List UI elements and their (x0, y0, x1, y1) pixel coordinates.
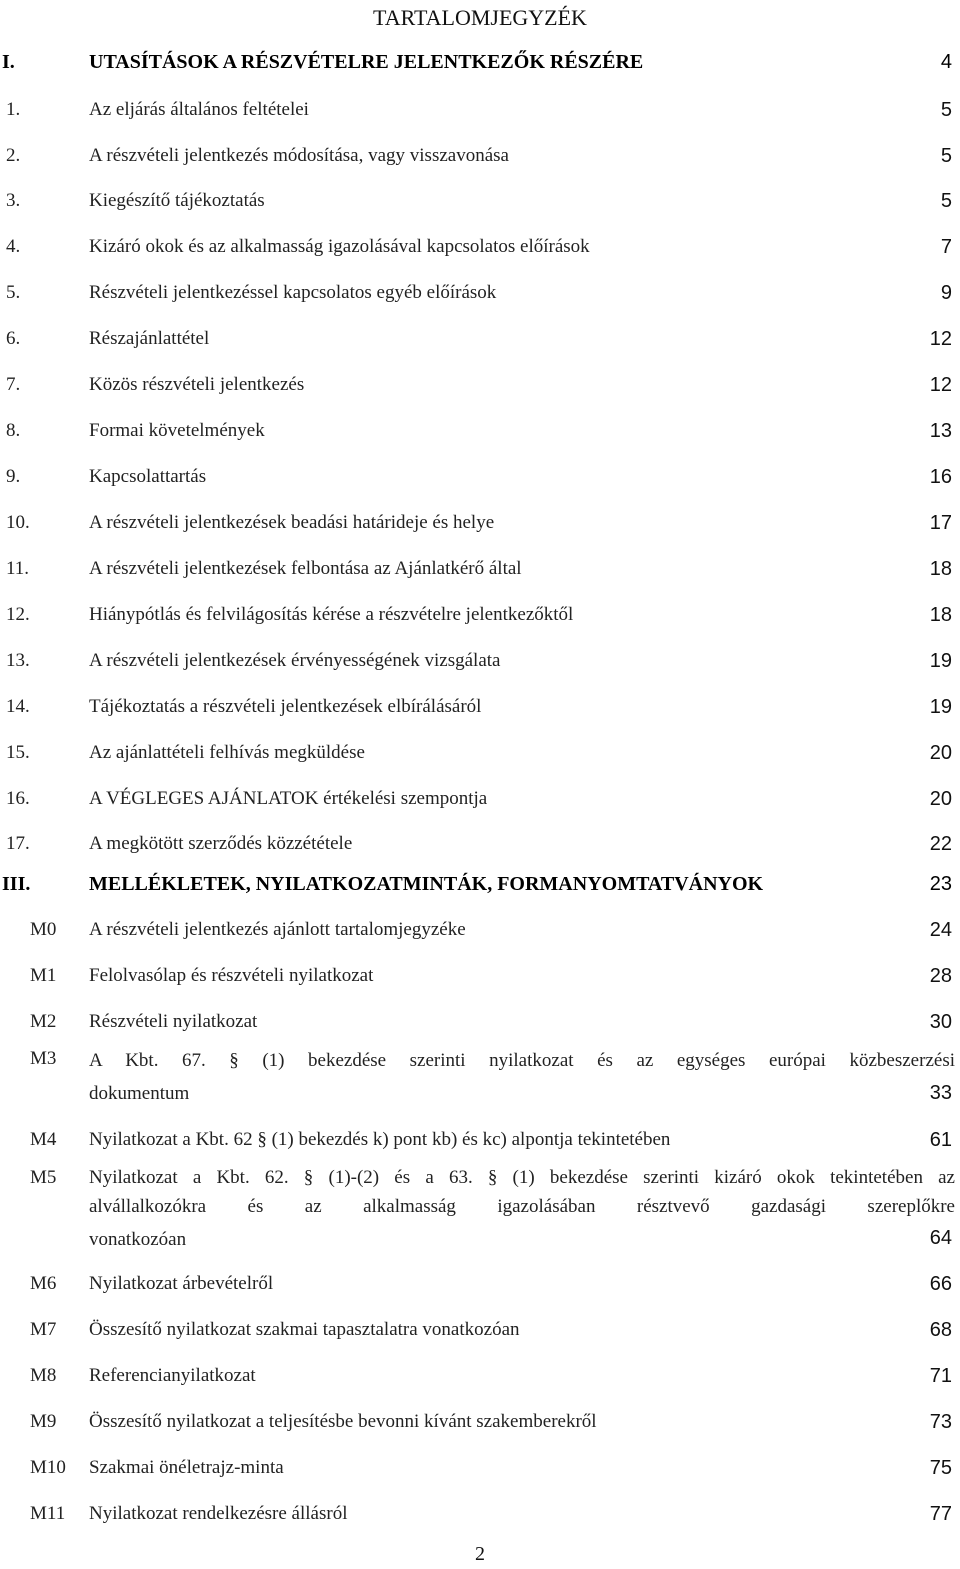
annex-title-line: vonatkozóan (89, 1229, 187, 1250)
page-number: 75 (929, 1457, 952, 1479)
entry-number: 2. (6, 145, 21, 166)
entry-title: Részajánlattétel (89, 328, 210, 349)
entry-number: 15. (6, 742, 30, 763)
chapter-number: III. (2, 873, 31, 895)
page-number: 33 (929, 1082, 952, 1104)
toc-entry (0, 462, 960, 492)
entry-title: Hiánypótlás és felvilágosítás kérése a részvételre jelentkezőktől (89, 604, 574, 625)
annex-title: Nyilatkozat rendelkezésre állásról (89, 1503, 348, 1524)
page-number: 18 (929, 558, 952, 580)
page-number: 66 (929, 1273, 952, 1295)
toc-annex-entry (0, 1163, 960, 1255)
entry-title: Közös részvételi jelentkezés (89, 374, 305, 395)
annex-number: M0 (30, 919, 57, 940)
entry-title: Az eljárás általános feltételei (89, 99, 309, 120)
entry-number: 17. (6, 833, 30, 854)
toc-entry (0, 738, 960, 768)
annex-title (89, 1163, 955, 1254)
page-number: 61 (929, 1129, 952, 1151)
toc-entry (0, 508, 960, 538)
entry-title: Kiegészítő tájékoztatás (89, 190, 265, 211)
footer-page-number: 2 (475, 1543, 485, 1565)
annex-number: M7 (30, 1319, 57, 1340)
chapter-title: UTASÍTÁSOK A RÉSZVÉTELRE JELENTKEZŐK RÉSZÉRE (89, 51, 644, 73)
entry-number: 6. (6, 328, 21, 349)
entry-number: 7. (6, 374, 21, 395)
page-number: 5 (940, 99, 952, 121)
toc-annex-entry (0, 1125, 960, 1155)
annex-title: Szakmai önéletrajz-minta (89, 1457, 284, 1478)
toc-entry (0, 416, 960, 446)
toc-annex-entry (0, 1315, 960, 1345)
page-number: 24 (929, 919, 952, 941)
entry-number: 9. (6, 466, 21, 487)
annex-title: Nyilatkozat a Kbt. 62 § (1) bekezdés k) pont kb) és kc) alpontja tekintetében (89, 1129, 671, 1150)
page-number: 20 (929, 742, 952, 764)
toc-entry (0, 829, 960, 859)
page-number: 20 (929, 788, 952, 810)
entry-title: A részvételi jelentkezések érvényességének vizsgálata (89, 650, 501, 671)
entry-number: 10. (6, 512, 30, 533)
annex-title (89, 1044, 955, 1110)
toc-annex-entry (0, 1044, 960, 1108)
annex-number: M2 (30, 1011, 57, 1032)
toc-annex-entry (0, 1361, 960, 1391)
page-number: 19 (929, 650, 952, 672)
page-number: 9 (940, 282, 952, 304)
annex-title: Összesítő nyilatkozat a teljesítésbe bevonni kívánt szakemberekről (89, 1411, 597, 1432)
page-number: 5 (940, 190, 952, 212)
annex-number: M11 (30, 1503, 66, 1524)
annex-title-line: alvállalkozókra és az alkalmasság igazolásában résztvevő gazdasági szereplőkre (89, 1196, 955, 1217)
toc-entry (0, 95, 960, 125)
entry-title: Az ajánlattételi felhívás megküldése (89, 742, 365, 763)
annex-title: Összesítő nyilatkozat szakmai tapasztalatra vonatkozóan (89, 1319, 520, 1340)
toc-entry (0, 278, 960, 308)
annex-number: M4 (30, 1129, 57, 1150)
entry-number: 14. (6, 696, 30, 717)
toc-entry (0, 554, 960, 584)
page-number: 23 (929, 873, 952, 895)
annex-number: M8 (30, 1365, 57, 1386)
annex-number: M1 (30, 965, 57, 986)
toc-entry (0, 784, 960, 814)
annex-title: Referencianyilatkozat (89, 1365, 256, 1386)
annex-title: Részvételi nyilatkozat (89, 1011, 258, 1032)
entry-number: 3. (6, 190, 21, 211)
page-number: 16 (929, 466, 952, 488)
page-number: 4 (940, 51, 952, 73)
toc-entry (0, 646, 960, 676)
page-number: 30 (929, 1011, 952, 1033)
annex-title-line: A Kbt. 67. § (1) bekezdése szerinti nyilatkozat és az egységes európai közbeszerzési (89, 1050, 955, 1071)
entry-title: A részvételi jelentkezések felbontása az Ajánlatkérő által (89, 558, 522, 579)
entry-title: A részvételi jelentkezés módosítása, vagy visszavonása (89, 145, 509, 166)
page-number: 28 (929, 965, 952, 987)
document-title: TARTALOMJEGYZÉK (373, 5, 587, 30)
entry-title: Kapcsolattartás (89, 466, 207, 487)
chapter-number: I. (2, 51, 15, 73)
page-number: 5 (940, 145, 952, 167)
annex-title: Felolvasólap és részvételi nyilatkozat (89, 965, 374, 986)
page-number: 18 (929, 604, 952, 626)
entry-number: 8. (6, 420, 21, 441)
toc-entry (0, 600, 960, 630)
entry-title: A VÉGLEGES AJÁNLATOK értékelési szempontja (89, 788, 488, 809)
entry-title: Kizáró okok és az alkalmasság igazolásával kapcsolatos előírások (89, 236, 590, 257)
toc-entry (0, 324, 960, 354)
entry-number: 1. (6, 99, 21, 120)
page-number: 64 (929, 1227, 952, 1249)
page-number: 22 (929, 833, 952, 855)
entry-number: 4. (6, 236, 21, 257)
annex-number: M3 (30, 1048, 57, 1069)
entry-number: 5. (6, 282, 21, 303)
toc-annex-entry (0, 961, 960, 991)
entry-title: Tájékoztatás a részvételi jelentkezések elbírálásáról (89, 696, 482, 717)
page-number: 17 (929, 512, 952, 534)
entry-title: Formai követelmények (89, 420, 265, 441)
page-number: 73 (929, 1411, 952, 1433)
annex-title-line: dokumentum (89, 1083, 190, 1104)
entry-title: A részvételi jelentkezések beadási határideje és helye (89, 512, 495, 533)
toc-annex-entry (0, 915, 960, 945)
entry-title: Részvételi jelentkezéssel kapcsolatos egyéb előírások (89, 282, 497, 303)
annex-number: M10 (30, 1457, 66, 1478)
toc-entry (0, 370, 960, 400)
toc-entry (0, 186, 960, 216)
page-number: 68 (929, 1319, 952, 1341)
entry-number: 12. (6, 604, 30, 625)
annex-number: M6 (30, 1273, 57, 1294)
page-number: 13 (929, 420, 952, 442)
toc-annex-entry (0, 1453, 960, 1483)
annex-number: M9 (30, 1411, 57, 1432)
annex-title: Nyilatkozat árbevételről (89, 1273, 274, 1294)
page-number: 7 (940, 236, 952, 258)
toc-annex-entry (0, 1499, 960, 1529)
entry-number: 16. (6, 788, 30, 809)
toc-entry (0, 232, 960, 262)
toc-annex-entry (0, 1269, 960, 1299)
chapter-title: MELLÉKLETEK, NYILATKOZATMINTÁK, FORMANYOMTATVÁNYOK (89, 873, 764, 895)
annex-title: A részvételi jelentkezés ajánlott tartalomjegyzéke (89, 919, 466, 940)
entry-title: A megkötött szerződés közzététele (89, 833, 353, 854)
annex-number: M5 (30, 1167, 57, 1188)
toc-annex-entry (0, 1007, 960, 1037)
toc-entry (0, 141, 960, 171)
toc-chapter-iii (0, 869, 960, 899)
page-number: 12 (929, 374, 952, 396)
toc-chapter-i (0, 47, 960, 77)
toc-entry (0, 692, 960, 722)
page-number: 77 (929, 1503, 952, 1525)
page-number: 12 (929, 328, 952, 350)
entry-number: 11. (6, 558, 30, 579)
entry-number: 13. (6, 650, 30, 671)
page-number: 19 (929, 696, 952, 718)
toc-annex-entry (0, 1407, 960, 1437)
annex-title-line: Nyilatkozat a Kbt. 62. § (1)-(2) és a 63. § (1) bekezdése szerinti kizáró okok tekintetében az (89, 1167, 955, 1188)
page-number: 71 (929, 1365, 952, 1387)
